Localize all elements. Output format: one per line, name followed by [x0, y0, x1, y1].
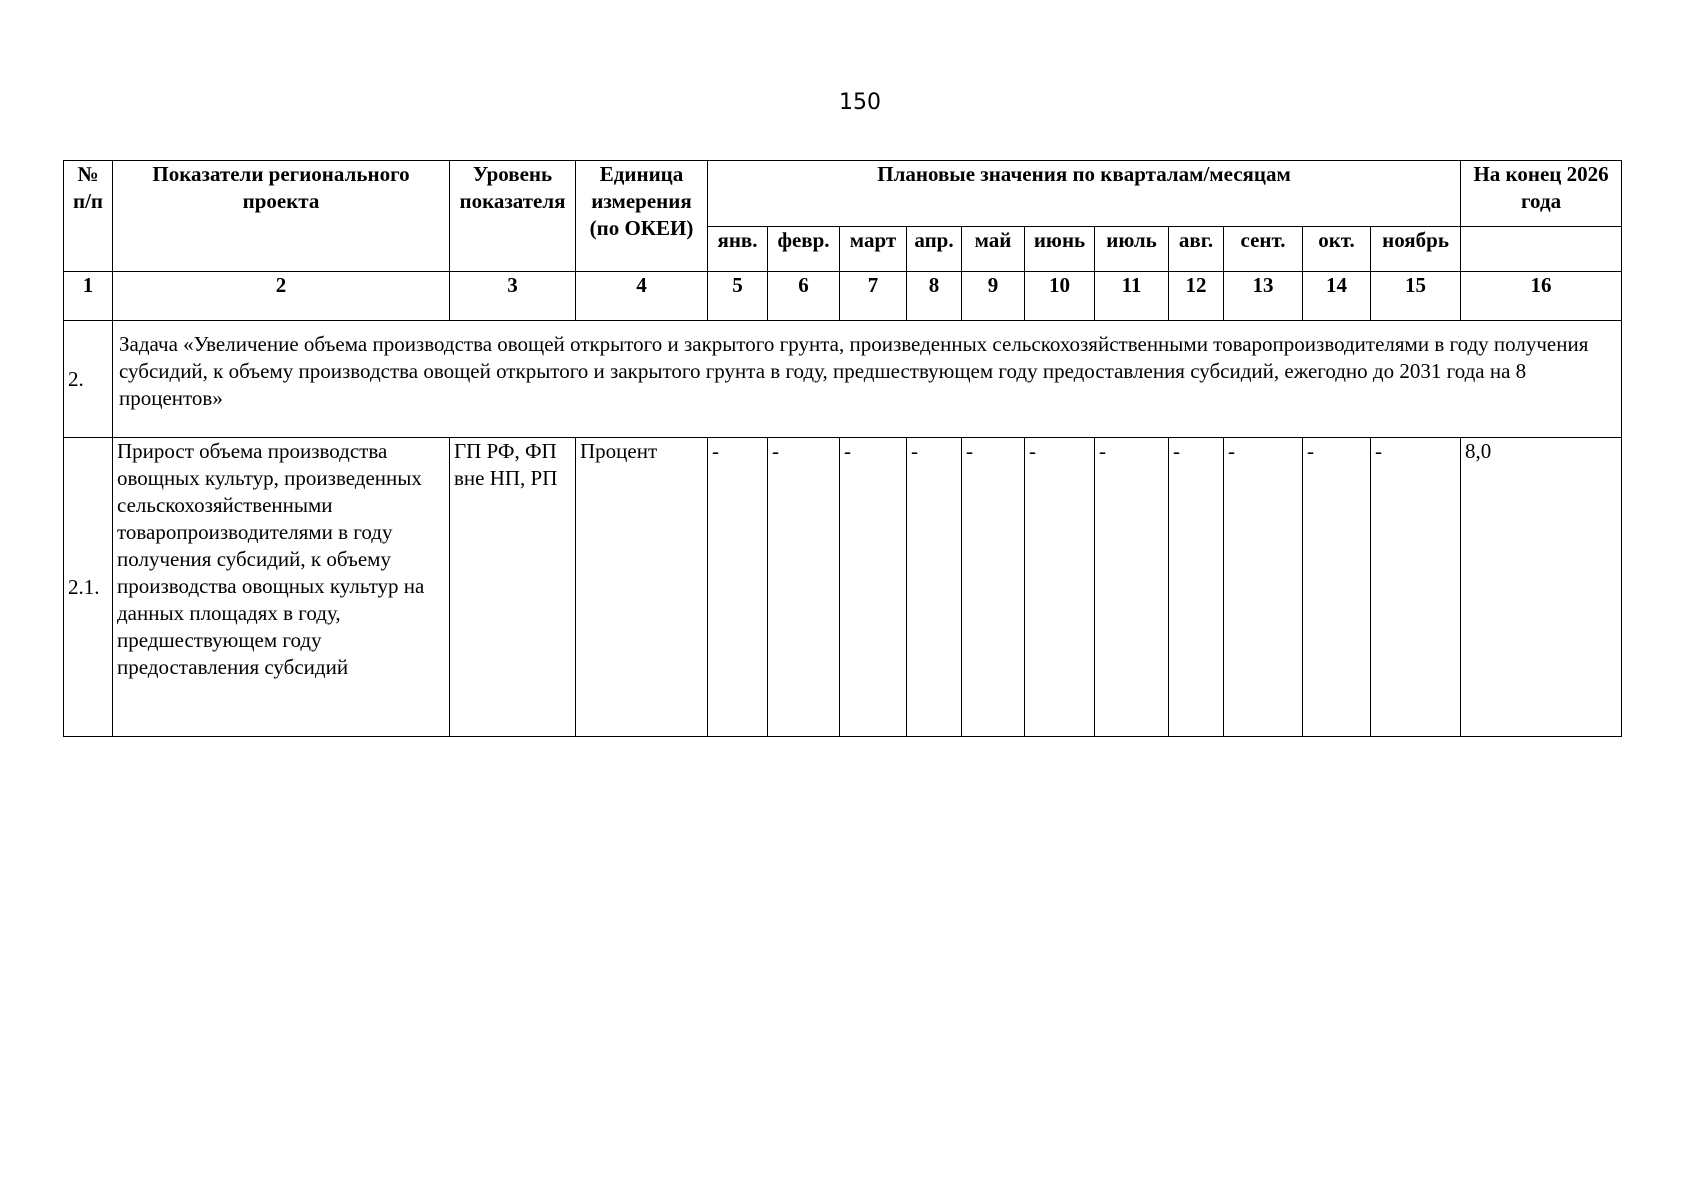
- month-header: окт.: [1303, 227, 1371, 272]
- monthly-value: -: [840, 438, 907, 737]
- end-of-year-value: 8,0: [1461, 438, 1622, 737]
- header-level: Уровень показателя: [450, 161, 576, 272]
- column-number: 6: [768, 272, 840, 321]
- monthly-value: -: [1025, 438, 1095, 737]
- month-header: авг.: [1169, 227, 1224, 272]
- column-number: 1: [64, 272, 113, 321]
- month-header: ноябрь: [1371, 227, 1461, 272]
- month-header: февр.: [768, 227, 840, 272]
- month-header: июль: [1095, 227, 1169, 272]
- column-number: 14: [1303, 272, 1371, 321]
- month-header: янв.: [708, 227, 768, 272]
- header-num: № п/п: [64, 161, 113, 272]
- regional-project-indicators-table: [63, 160, 1622, 737]
- month-header: июнь: [1025, 227, 1095, 272]
- column-number: 16: [1461, 272, 1622, 321]
- header-end-of-year: На конец 2026 года: [1461, 161, 1622, 227]
- header-plan-values: Плановые значения по кварталам/месяцам: [708, 161, 1461, 227]
- month-header: май: [962, 227, 1025, 272]
- monthly-value: -: [708, 438, 768, 737]
- monthly-value: -: [907, 438, 962, 737]
- header-indicator: Показатели регионального проекта: [113, 161, 450, 272]
- column-number: 4: [576, 272, 708, 321]
- indicator-number: 2.1.: [64, 438, 113, 737]
- month-header: март: [840, 227, 907, 272]
- column-number: 3: [450, 272, 576, 321]
- column-number: 13: [1224, 272, 1303, 321]
- month-header: сент.: [1224, 227, 1303, 272]
- monthly-value: -: [1303, 438, 1371, 737]
- monthly-value: -: [768, 438, 840, 737]
- monthly-value: -: [1095, 438, 1169, 737]
- empty-header-cell: [1461, 227, 1622, 272]
- month-header: апр.: [907, 227, 962, 272]
- column-number: 11: [1095, 272, 1169, 321]
- column-number: 5: [708, 272, 768, 321]
- monthly-value: -: [962, 438, 1025, 737]
- page-number: 150: [839, 90, 881, 115]
- monthly-value: -: [1224, 438, 1303, 737]
- column-number: 12: [1169, 272, 1224, 321]
- column-number: 7: [840, 272, 907, 321]
- monthly-value: -: [1371, 438, 1461, 737]
- indicator-unit: Процент: [576, 438, 708, 737]
- header-unit: Единица измерения (по ОКЕИ): [576, 161, 708, 272]
- column-number: 9: [962, 272, 1025, 321]
- indicator-level: ГП РФ, ФП вне НП, РП: [450, 438, 576, 737]
- monthly-value: -: [1169, 438, 1224, 737]
- column-number: 15: [1371, 272, 1461, 321]
- column-number: 10: [1025, 272, 1095, 321]
- column-number: 2: [113, 272, 450, 321]
- task-description: Задача «Увеличение объема производства овощей открытого и закрытого грунта, произведенных сельскохозяйственными товаропроизводителями в году получения субсидий, к объему производства овощей открытого и закрытого грунта в году, предшествующем году предоставления субсидий, ежегодно до 2031 года на 8 процентов»: [113, 321, 1622, 438]
- indicator-name: Прирост объема производства овощных культур, произведенных сельскохозяйственными товаропроизводителями в году получения субсидий, к объему производства овощных культур на данных площадях в году, предшествующем году предоставления субсидий: [113, 438, 450, 737]
- column-number: 8: [907, 272, 962, 321]
- task-number: 2.: [64, 321, 113, 438]
